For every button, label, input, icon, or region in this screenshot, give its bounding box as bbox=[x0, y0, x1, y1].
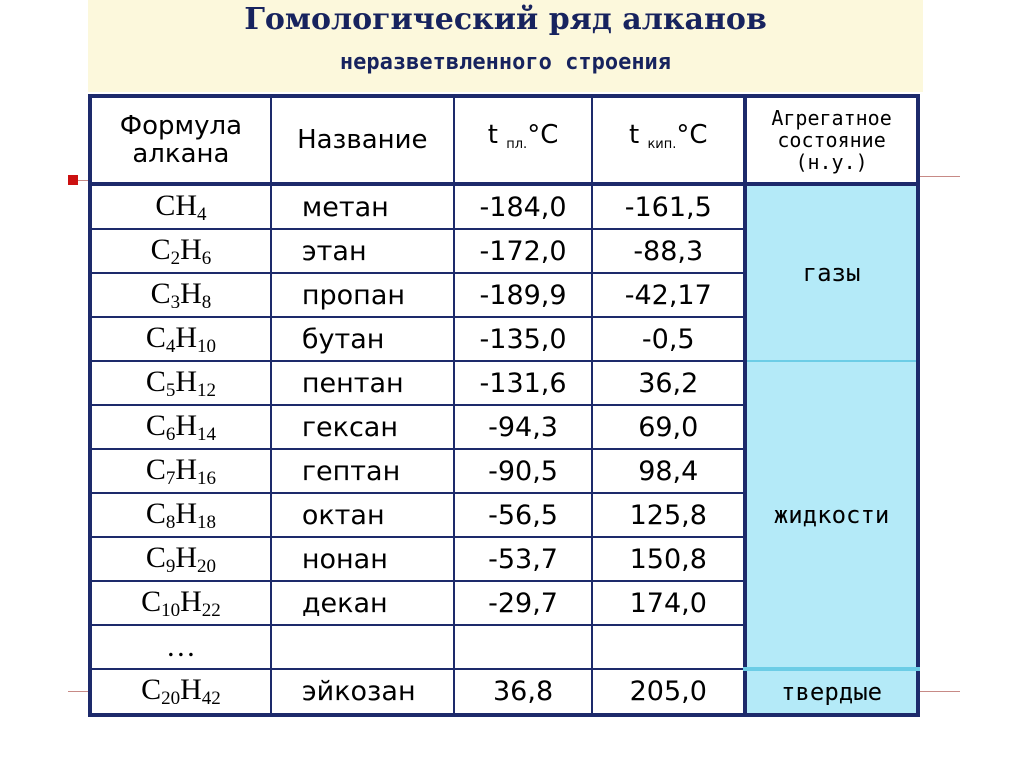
formula-cell: $C_7H_{16}$ bbox=[90, 449, 271, 493]
boiling-point-cell: -42,17 bbox=[592, 273, 745, 317]
name-cell: октан bbox=[271, 493, 454, 537]
alkanes-table bbox=[88, 94, 920, 717]
header-name: Название bbox=[271, 96, 454, 184]
boiling-point-cell bbox=[592, 625, 745, 669]
page-subtitle: неразветвленного строения bbox=[339, 50, 672, 75]
name-cell: эйкозан bbox=[271, 669, 454, 715]
boiling-point-cell: -0,5 bbox=[592, 317, 745, 361]
bullet-marker bbox=[68, 175, 78, 185]
header-melting-point: t пл.°C bbox=[454, 96, 593, 184]
name-cell: гексан bbox=[271, 405, 454, 449]
divider-line bbox=[68, 691, 88, 692]
table-row bbox=[90, 184, 918, 229]
name-cell: бутан bbox=[271, 317, 454, 361]
boiling-point-cell: 205,0 bbox=[592, 669, 745, 715]
melting-point-cell: -172,0 bbox=[454, 229, 593, 273]
boiling-point-cell: -88,3 bbox=[592, 229, 745, 273]
melting-point-cell: 36,8 bbox=[454, 669, 593, 715]
name-cell: нонан bbox=[271, 537, 454, 581]
boiling-point-cell: 98,4 bbox=[592, 449, 745, 493]
melting-point-cell: -94,3 bbox=[454, 405, 593, 449]
melting-point-cell: -135,0 bbox=[454, 317, 593, 361]
melting-point-cell: -53,7 bbox=[454, 537, 593, 581]
formula-cell: … bbox=[90, 625, 271, 669]
boiling-point-cell: 150,8 bbox=[592, 537, 745, 581]
formula-cell: $CH_4$ bbox=[90, 184, 271, 229]
formula-cell: $C_4H_{10}$ bbox=[90, 317, 271, 361]
formula-cell: $C_8H_{18}$ bbox=[90, 493, 271, 537]
melting-point-cell: -90,5 bbox=[454, 449, 593, 493]
name-cell: пентан bbox=[271, 361, 454, 405]
header-formula: Формула алкана bbox=[90, 96, 271, 184]
melting-point-cell: -29,7 bbox=[454, 581, 593, 625]
formula-cell: $C_9H_{20}$ bbox=[90, 537, 271, 581]
boiling-point-cell: 174,0 bbox=[592, 581, 745, 625]
state-liquids-cell: жидкости bbox=[745, 361, 918, 669]
state-solids-cell: твердые bbox=[745, 669, 918, 715]
name-cell: этан bbox=[271, 229, 454, 273]
formula-cell: $C_5H_{12}$ bbox=[90, 361, 271, 405]
header-boiling-point: t кип.°C bbox=[592, 96, 745, 184]
name-cell: пропан bbox=[271, 273, 454, 317]
boiling-point-cell: 125,8 bbox=[592, 493, 745, 537]
name-cell: гептан bbox=[271, 449, 454, 493]
page-title: Гомологический ряд алканов bbox=[244, 2, 767, 37]
boiling-point-cell: -161,5 bbox=[592, 184, 745, 229]
table-header-row bbox=[90, 96, 918, 184]
table-row bbox=[90, 669, 918, 715]
boiling-point-cell: 36,2 bbox=[592, 361, 745, 405]
melting-point-cell: -56,5 bbox=[454, 493, 593, 537]
formula-cell: $C_{10}H_{22}$ bbox=[90, 581, 271, 625]
melting-point-cell: -189,9 bbox=[454, 273, 593, 317]
melting-point-cell: -131,6 bbox=[454, 361, 593, 405]
formula-cell: $C_2H_6$ bbox=[90, 229, 271, 273]
state-gases-cell: газы bbox=[745, 184, 918, 361]
name-cell: декан bbox=[271, 581, 454, 625]
boiling-point-cell: 69,0 bbox=[592, 405, 745, 449]
divider-line bbox=[920, 176, 960, 177]
table-row bbox=[90, 361, 918, 405]
divider-line bbox=[920, 691, 960, 692]
name-cell: метан bbox=[271, 184, 454, 229]
formula-cell: $C_{20}H_{42}$ bbox=[90, 669, 271, 715]
name-cell bbox=[271, 625, 454, 669]
formula-cell: $C_6H_{14}$ bbox=[90, 405, 271, 449]
header-state: Агрегатное состояние (н.у.) bbox=[745, 96, 918, 184]
melting-point-cell: -184,0 bbox=[454, 184, 593, 229]
melting-point-cell bbox=[454, 625, 593, 669]
formula-cell: $C_3H_8$ bbox=[90, 273, 271, 317]
